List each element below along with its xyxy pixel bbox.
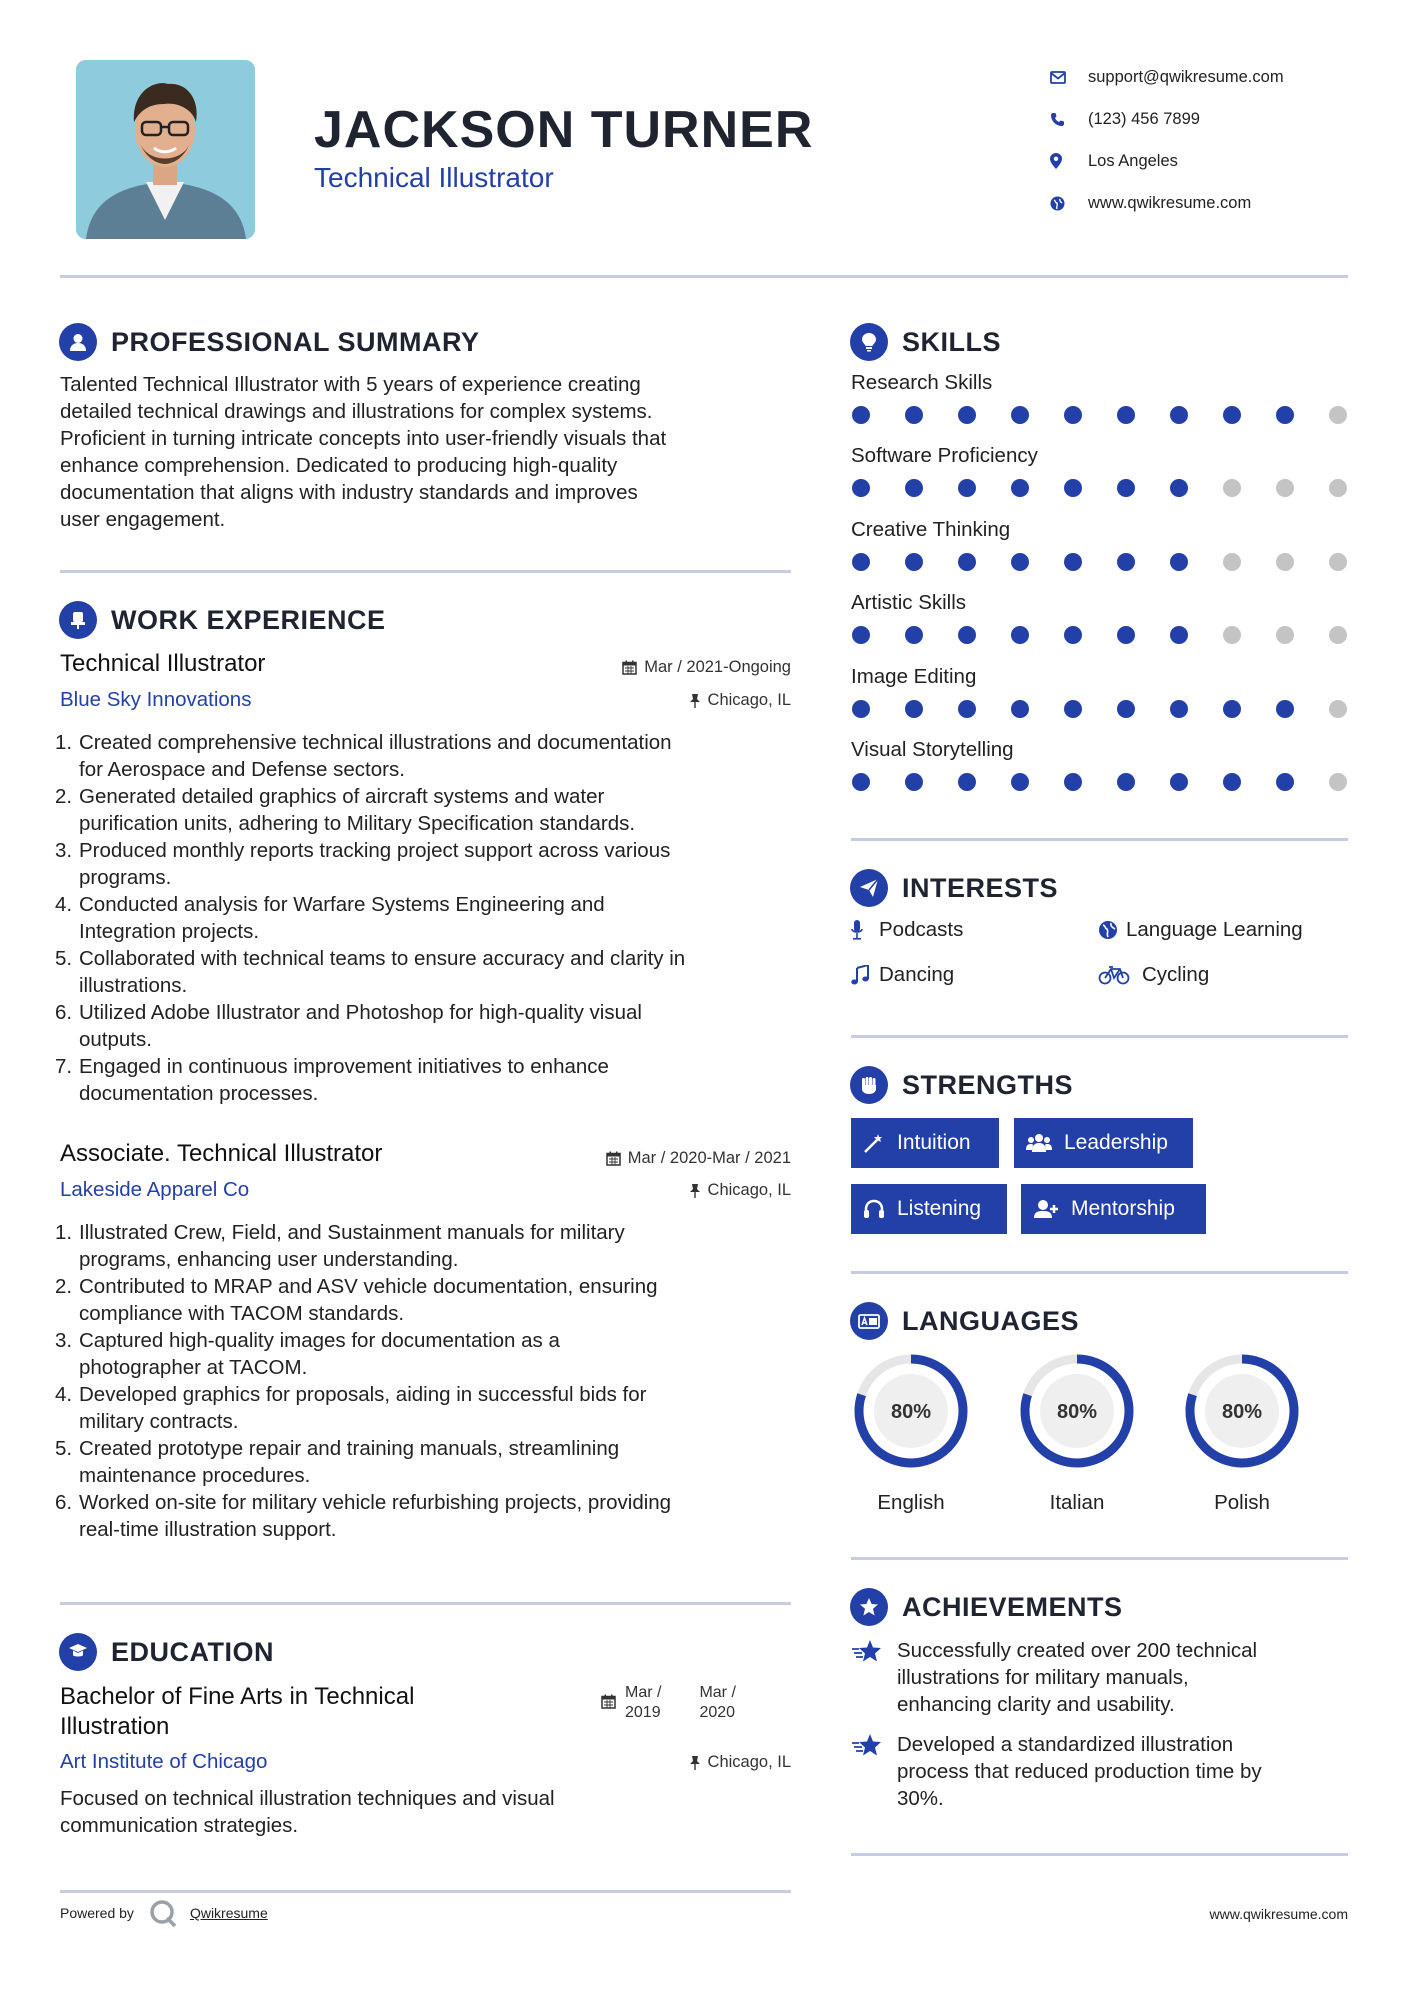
contact-block <box>1050 56 1284 224</box>
list-item: 1. Illustrated Crew, Field, and Sustainment manuals for military programs, enhancing user understanding. <box>55 1221 625 1271</box>
rating-dot-filled <box>1117 479 1135 497</box>
user-plus-icon <box>1033 1199 1059 1219</box>
rating-dot-filled <box>1011 773 1029 791</box>
rating-dot-filled <box>1064 773 1082 791</box>
language-percent: 80% <box>1221 1401 1263 1423</box>
skill-label: Software Proficiency <box>851 444 1038 468</box>
qwikresume-logo-icon <box>148 1898 178 1928</box>
skill-label: Research Skills <box>851 371 993 394</box>
rating-dot-filled <box>958 479 976 497</box>
rating-dot-filled <box>1170 626 1188 644</box>
contact-location <box>1050 140 1284 182</box>
rating-dot-filled <box>905 553 923 571</box>
languages-heading: LANGUAGES <box>850 1302 1079 1340</box>
rating-dot-filled <box>852 626 870 644</box>
pushpin-icon <box>689 1755 701 1771</box>
interests-divider <box>851 1035 1348 1038</box>
school-name: Art Institute of Chicago <box>60 1750 268 1773</box>
job-date: Mar / 2021-Ongoing <box>622 658 791 677</box>
strength-tag-intuition: Intuition <box>851 1118 999 1168</box>
rating-dot-filled <box>852 406 870 424</box>
language-label: Polish <box>1214 1491 1270 1514</box>
contact-phone[interactable] <box>1050 98 1284 140</box>
skills-heading: SKILLS <box>850 323 1001 361</box>
education-heading: EDUCATION <box>59 1633 274 1671</box>
rating-dot-filled <box>905 773 923 791</box>
skill-label: Creative Thinking <box>851 517 1011 541</box>
rating-dot-empty <box>1329 773 1347 791</box>
achievement-item: Developed a standardized illustration process that reduced production time by 30%. <box>851 1731 1262 1812</box>
job-location: Chicago, IL <box>689 1181 791 1200</box>
job-date: Mar / 2020-Mar / 2021 <box>606 1149 791 1168</box>
skill-label: Artistic Skills <box>851 591 967 615</box>
language-percent: 80% <box>1056 1401 1098 1423</box>
skill-rating <box>852 773 1347 791</box>
rating-dot-filled <box>1011 553 1029 571</box>
rating-dot-filled <box>905 626 923 644</box>
rating-dot-filled <box>1223 406 1241 424</box>
music-note-icon <box>851 965 879 985</box>
pushpin-icon <box>689 693 701 709</box>
rating-dot-filled <box>1011 626 1029 644</box>
candidate-title: Technical Illustrator <box>314 162 554 193</box>
strength-tag-leadership: Leadership <box>1014 1118 1193 1168</box>
rating-dot-filled <box>1170 700 1188 718</box>
qwikresume-link[interactable]: Qwikresume <box>189 1905 268 1921</box>
user-icon <box>59 323 97 361</box>
rating-dot-filled <box>1276 700 1294 718</box>
summary-heading: PROFESSIONAL SUMMARY <box>59 323 480 361</box>
rating-dot-empty <box>1223 553 1241 571</box>
bicycle-icon <box>1098 965 1142 985</box>
briefcase-icon <box>59 601 97 639</box>
skills-divider <box>851 838 1348 841</box>
list-item: 5. Collaborated with technical teams to ensure accuracy and clarity in illustrations. <box>55 947 686 997</box>
paper-plane-icon <box>850 869 888 907</box>
skill-rating <box>852 626 1347 644</box>
interest-cycling: Cycling <box>1098 963 1209 987</box>
headphones-icon <box>863 1199 885 1219</box>
rating-dot-empty <box>1329 406 1347 424</box>
globe-icon <box>1098 920 1126 940</box>
rating-dot-filled <box>1064 626 1082 644</box>
language-percent: 80% <box>890 1401 932 1423</box>
rating-dot-filled <box>852 553 870 571</box>
job-title: Associate. Technical Illustrator <box>60 1140 383 1167</box>
list-item: 3. Captured high-quality images for documentation as a photographer at TACOM. <box>55 1329 560 1379</box>
rating-dot-filled <box>852 700 870 718</box>
star-icon <box>851 1731 897 1812</box>
rating-dot-filled <box>958 553 976 571</box>
education-dates: Mar / 2019 Mar / 2020 <box>601 1683 736 1723</box>
rating-dot-filled <box>1117 773 1135 791</box>
star-badge-icon <box>850 1588 888 1626</box>
rating-dot-filled <box>1064 479 1082 497</box>
rating-dot-filled <box>1170 773 1188 791</box>
lightbulb-icon <box>850 323 888 361</box>
pushpin-icon <box>689 1183 701 1199</box>
rating-dot-filled <box>905 700 923 718</box>
website-text: www.qwikresume.com <box>1088 193 1252 212</box>
calendar-icon <box>606 1151 621 1166</box>
rating-dot-filled <box>958 406 976 424</box>
job-company: Blue Sky Innovations <box>60 688 252 711</box>
summary-text: Talented Technical Illustrator with 5 years of experience creating detailed technical drawings and illustrations for complex systems. Proficient in turning intricate concepts into user-friendly visuals that enhance comprehension. Dedicated to producing high-quality documentation that aligns with industry standards and improves user engagement. <box>60 373 667 531</box>
calendar-icon <box>601 1694 616 1709</box>
achievements-divider <box>851 1853 1348 1856</box>
list-item: 6. Worked on-site for military vehicle refurbishing projects, providing real-time illustration support. <box>55 1491 672 1541</box>
header-divider <box>60 275 1348 278</box>
microphone-icon <box>851 920 879 940</box>
language-label: Italian <box>1049 1491 1105 1514</box>
list-item: 7. Engaged in continuous improvement initiatives to enhance documentation processes. <box>55 1055 609 1105</box>
rating-dot-filled <box>1117 406 1135 424</box>
rating-dot-filled <box>1117 553 1135 571</box>
rating-dot-empty <box>1329 626 1347 644</box>
rating-dot-filled <box>1170 479 1188 497</box>
list-item: 1. Created comprehensive technical illustrations and documentation for Aerospace and Defense sectors. <box>55 731 672 781</box>
rating-dot-filled <box>1276 773 1294 791</box>
rating-dot-filled <box>1276 406 1294 424</box>
language-progress-ring <box>1016 1350 1138 1472</box>
globe-icon <box>1050 196 1088 211</box>
rating-dot-filled <box>958 626 976 644</box>
email-text: support@qwikresume.com <box>1088 67 1284 86</box>
fist-icon <box>850 1066 888 1104</box>
footer-website-link[interactable]: www.qwikresume.com <box>1209 1906 1348 1922</box>
list-item: 6. Utilized Adobe Illustrator and Photoshop for high-quality visual outputs. <box>55 1001 642 1051</box>
work-heading: WORK EXPERIENCE <box>59 601 386 639</box>
location-text: Los Angeles <box>1088 151 1178 170</box>
phone-icon <box>1050 112 1088 127</box>
job-duties-list <box>55 1219 800 1543</box>
language-item <box>850 1350 972 1515</box>
language-label: English <box>877 1491 945 1514</box>
work-divider <box>60 1602 791 1605</box>
achievement-item: Successfully created over 200 technical illustrations for military manuals, enhancing clarity and usability. <box>851 1637 1257 1718</box>
languages-divider <box>851 1557 1348 1560</box>
job-location: Chicago, IL <box>689 691 791 710</box>
rating-dot-empty <box>1223 626 1241 644</box>
rating-dot-filled <box>958 700 976 718</box>
achievements-heading: ACHIEVEMENTS <box>850 1588 1123 1626</box>
list-item: 2. Generated detailed graphics of aircraft systems and water purification units, adhering to Military Specification standards. <box>55 785 636 835</box>
rating-dot-filled <box>1064 700 1082 718</box>
job-title: Technical Illustrator <box>60 650 266 677</box>
rating-dot-filled <box>1064 406 1082 424</box>
rating-dot-empty <box>1276 553 1294 571</box>
degree-title: Bachelor of Fine Arts in Technical Illustration <box>60 1683 415 1740</box>
language-item <box>1016 1350 1138 1515</box>
interests-heading: INTERESTS <box>850 869 1058 907</box>
users-icon <box>1026 1133 1052 1153</box>
phone-text: (123) 456 7899 <box>1088 109 1200 128</box>
rating-dot-empty <box>1223 479 1241 497</box>
contact-website[interactable] <box>1050 182 1284 224</box>
list-item: 4. Developed graphics for proposals, aiding in successful bids for military contracts. <box>55 1383 647 1433</box>
skill-label: Image Editing <box>851 664 977 688</box>
rating-dot-filled <box>1117 626 1135 644</box>
language-item <box>1181 1350 1303 1515</box>
rating-dot-filled <box>1011 406 1029 424</box>
rating-dot-filled <box>1223 773 1241 791</box>
rating-dot-filled <box>1170 553 1188 571</box>
summary-divider <box>60 570 791 573</box>
map-pin-icon <box>1050 153 1088 169</box>
job-duties-list <box>55 729 800 1107</box>
rating-dot-filled <box>852 479 870 497</box>
job-company: Lakeside Apparel Co <box>60 1178 250 1201</box>
skill-rating <box>852 479 1347 497</box>
profile-photo <box>76 60 255 239</box>
skill-rating <box>852 553 1347 571</box>
list-item: 4. Conducted analysis for Warfare Systems Engineering and Integration projects. <box>55 893 605 943</box>
strength-tag-mentorship: Mentorship <box>1021 1184 1206 1234</box>
rating-dot-filled <box>1011 479 1029 497</box>
rating-dot-filled <box>958 773 976 791</box>
interest-podcasts: Podcasts <box>851 918 963 942</box>
language-progress-ring <box>850 1350 972 1472</box>
list-item: 2. Contributed to MRAP and ASV vehicle documentation, ensuring compliance with TACOM standards. <box>55 1275 658 1325</box>
rating-dot-empty <box>1276 479 1294 497</box>
star-icon <box>851 1637 897 1718</box>
language-progress-ring <box>1181 1350 1303 1472</box>
rating-dot-filled <box>1223 700 1241 718</box>
interest-language-learning: Language Learning <box>1098 918 1303 942</box>
footer-powered-by: Powered by Qwikresume <box>60 1898 268 1928</box>
rating-dot-filled <box>1011 700 1029 718</box>
rating-dot-empty <box>1329 479 1347 497</box>
rating-dot-filled <box>1064 553 1082 571</box>
skill-rating <box>852 406 1347 424</box>
magic-wand-icon <box>863 1133 885 1153</box>
skill-label: Visual Storytelling <box>851 738 1014 761</box>
skill-rating <box>852 700 1347 718</box>
rating-dot-filled <box>852 773 870 791</box>
rating-dot-filled <box>1117 700 1135 718</box>
rating-dot-filled <box>1170 406 1188 424</box>
education-divider <box>60 1890 791 1893</box>
education-description: Focused on technical illustration techniques and visual communication strategies. <box>60 1787 555 1837</box>
candidate-name: JACKSON TURNER <box>314 101 814 159</box>
envelope-icon <box>1050 71 1088 84</box>
education-location: Chicago, IL <box>689 1753 791 1772</box>
calendar-icon <box>622 660 637 675</box>
strengths-divider <box>851 1271 1348 1274</box>
language-card-icon <box>850 1302 888 1340</box>
rating-dot-filled <box>905 479 923 497</box>
rating-dot-filled <box>905 406 923 424</box>
strength-tag-listening: Listening <box>851 1184 1007 1234</box>
strengths-heading: STRENGTHS <box>850 1066 1073 1104</box>
list-item: 5. Created prototype repair and training manuals, streamlining maintenance procedures. <box>55 1437 620 1487</box>
rating-dot-empty <box>1329 700 1347 718</box>
rating-dot-empty <box>1276 626 1294 644</box>
list-item: 3. Produced monthly reports tracking project support across various programs. <box>55 839 671 889</box>
contact-email[interactable] <box>1050 56 1284 98</box>
graduation-cap-icon <box>59 1633 97 1671</box>
interest-dancing: Dancing <box>851 963 954 987</box>
rating-dot-empty <box>1329 553 1347 571</box>
